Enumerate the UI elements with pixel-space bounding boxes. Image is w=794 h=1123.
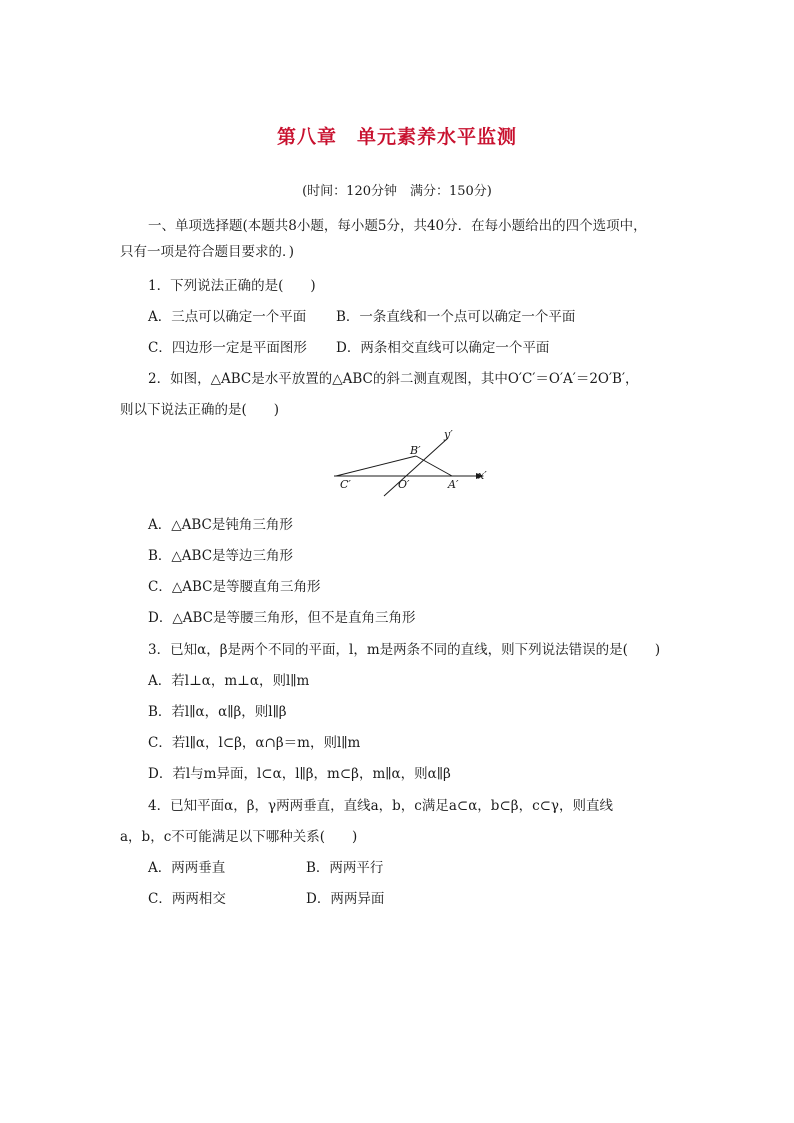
q4-stem-line1: 4．已知平面α，β，γ两两垂直，直线a，b，c满足a⊂α，b⊂β，c⊂γ，则直线 [148,798,614,814]
label-a-prime: A′ [448,478,459,491]
q2-option-c: C．△ABC是等腰直角三角形 [148,579,321,595]
q2-stem-line2: 则以下说法正确的是( ) [120,402,280,418]
q2-option-d: D．△ABC是等腰三角形，但不是直角三角形 [148,610,416,626]
q3-option-a: A．若l⊥α，m⊥α，则l∥m [148,673,310,689]
q4-option-b: B．两两平行 [306,860,384,876]
q4-option-a: A．两两垂直 [148,860,226,876]
section-heading-line2: 只有一项是符合题目要求的．) [120,244,295,260]
q1-option-b: B．一条直线和一个点可以确定一个平面 [336,309,576,325]
q1-stem: 1．下列说法正确的是( ) [148,278,316,294]
q1-option-a: A．三点可以确定一个平面 [148,309,307,325]
q1-option-d: D．两条相交直线可以确定一个平面 [336,340,550,356]
label-y-prime: y′ [444,428,453,441]
q4-stem-line2: a，b，c不可能满足以下哪种关系( ) [120,829,358,845]
q3-option-d: D．若l与m异面，l⊂α，l∥β，m⊂β，m∥α，则α∥β [148,766,451,782]
q3-stem: 3．已知α，β是两个不同的平面，l，m是两条不同的直线，则下列说法错误的是( ) [148,642,661,658]
q1-option-c: C．四边形一定是平面图形 [148,340,307,356]
q3-option-b: B．若l∥α，α∥β，则l∥β [148,704,287,720]
label-x-prime: x′ [478,469,487,482]
page-title: 第八章 单元素养水平监测 [276,126,517,148]
q2-figure [328,428,498,498]
label-c-prime: C′ [340,478,351,491]
q2-option-b: B．△ABC是等边三角形 [148,548,294,564]
q4-option-d: D．两两异面 [306,891,385,907]
label-b-prime: B′ [410,444,421,457]
q2-option-a: A．△ABC是钝角三角形 [148,517,293,533]
section-heading-line1: 一、单项选择题(本题共8小题，每小题5分，共40分．在每小题给出的四个选项中， [148,218,647,234]
q4-option-c: C．两两相交 [148,891,226,907]
q2-stem-line1: 2．如图，△ABC是水平放置的△ABC的斜二测直观图，其中O′C′＝O′A′＝2O′B′， [148,371,639,387]
label-o-prime: O′ [398,478,410,491]
exam-meta: (时间：120分钟 满分：150分) [302,184,492,199]
q3-option-c: C．若l∥α，l⊂β，α∩β＝m，则l∥m [148,735,361,751]
